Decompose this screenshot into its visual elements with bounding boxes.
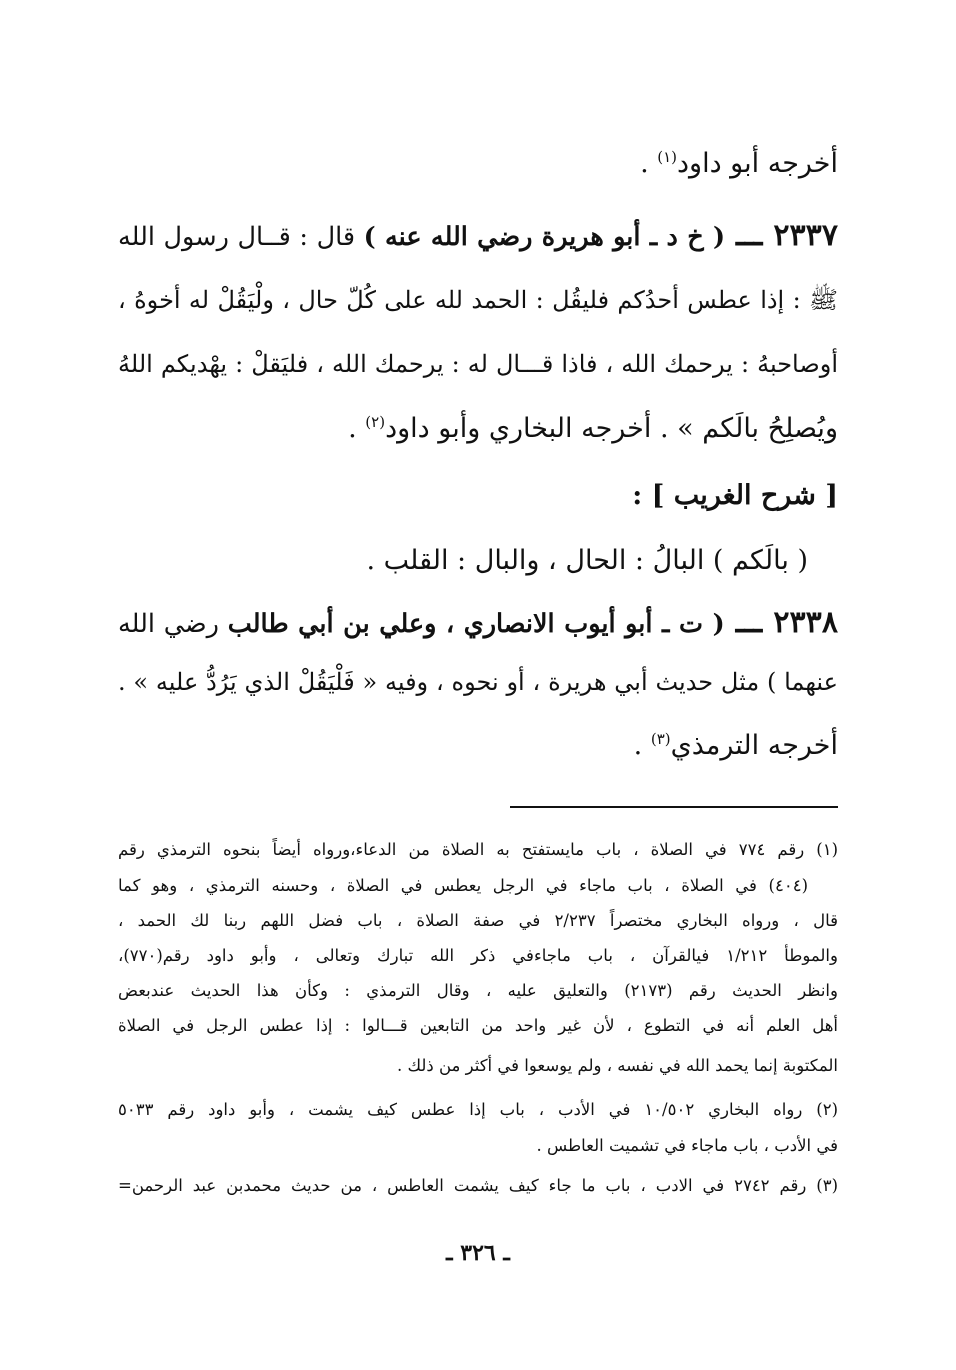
- dash: ـــ: [725, 218, 774, 253]
- text: ويُصلِحُ بالَكم » . أخرجه البخاري وأبو داود: [385, 413, 838, 444]
- footnote-ref-1: (١): [657, 148, 678, 166]
- footnote-1-line-2: [118, 876, 808, 895]
- text-line-1: [118, 148, 838, 179]
- footnote-1-line-4: [118, 946, 838, 965]
- hadith-number: ٢٣٣٨: [773, 605, 838, 640]
- footnote-1-line-1: [118, 840, 838, 859]
- hadith-number: ٢٣٣٧: [773, 218, 838, 253]
- text-end: .: [633, 730, 651, 761]
- text: أوصاحبهُ : يرحمك الله ، فاذا قـــال له : يرحمك الله ، فليَقلْ : يهْديكم اللهُ: [118, 350, 838, 378]
- text-line-9: [118, 668, 838, 696]
- text: عنهما ) مثل حديث أبي هريرة ، أو نحوه ، وفيه « فَلْيَقُلْ الذي يَرُدُّ عليه » .: [118, 668, 838, 696]
- dash: ـــ: [724, 605, 774, 640]
- text: أخرجه الترمذي: [670, 730, 838, 761]
- text: (٢) رواه البخاري ١٠/٥٠٢ في الأدب ، باب إذا عطس كيف يشمت ، وأبو داود رقم ٥٠٣٣: [118, 1100, 838, 1119]
- hadith-source: ( خ د ـ أبو هريرة رضي الله عنه ): [363, 222, 726, 252]
- footnote-ref-3: (٣): [650, 730, 671, 748]
- gharib-explanation: [118, 545, 808, 576]
- page-number: ـ ٣٢٦ ـ: [446, 1240, 510, 1266]
- text-line-10: [118, 730, 838, 761]
- section-heading-gharib: [118, 480, 838, 511]
- text-end: .: [640, 148, 658, 179]
- footnote-2-line-1: [118, 1100, 838, 1119]
- text: (١) رقم ٧٧٤ في الصلاة ، باب مايستفتح به الصلاة من الدعاء،ورواه أيضاً بنحوه الترمذي رقم: [118, 840, 838, 859]
- text: المكتوبة إنما يحمد الله في نفسه ، ولم يوسعوا في أكثر من ذلك .: [396, 1056, 838, 1075]
- text: قال : قــال رسول الله: [118, 222, 364, 252]
- hadith-2337-heading: [118, 218, 838, 253]
- text: ﷺ : إذا عطس أحدُكم فليقُل : الحمد لله على كُلّ حال ، ولْيَقُلْ له أخوهُ ،: [118, 286, 838, 314]
- text: والموطأ ١/٢١٢ فيالقرآن ، باب ماجاءفي ذكر الله تبارك وتعالى ، وأبو داود رقم(٧٧٠)،: [118, 946, 838, 965]
- footnote-1-line-3: [118, 911, 838, 930]
- hadith-2338-heading: [118, 605, 838, 640]
- text: (٣) رقم ٢٧٤٢ في الادب ، باب ما جاء كيف يشمت العاطس ، من حديث محمدبن عبد الرحمن=: [118, 1176, 838, 1195]
- text-end: .: [348, 413, 366, 444]
- footnote-separator: [510, 806, 838, 808]
- footnote-1-line-6: [118, 1016, 838, 1035]
- text: قال ، ورواه البخاري مختصراً ٢/٢٣٧ في صفة الصلاة ، باب فضل اللهم ربنا لك الحمد ،: [118, 911, 839, 930]
- footnote-1-line-7: [118, 1056, 838, 1075]
- text: رضي الله: [118, 609, 228, 639]
- text: ( بالَكم ) البالُ : الحال ، والبال : القلب .: [366, 545, 808, 576]
- footnote-2-line-2: [118, 1136, 838, 1155]
- text-line-5: [118, 413, 838, 444]
- text: وانظر الحديث رقم (٢١٧٣) والتعليق عليه ، وقال الترمذي : وكأن هذا الحديث عندبعض: [118, 981, 838, 1000]
- footnote-3-line-1: [118, 1176, 838, 1195]
- hadith-source: ( ت ـ أبو أيوب الانصاري ، وعلي بن أبي طالب: [227, 609, 725, 639]
- footnote-1-line-5: [118, 981, 838, 1000]
- text: (٤٠٤) في الصلاة ، باب ماجاء في الرجل يعطس في الصلاة ، وحسنه الترمذي ، وهو كما: [118, 876, 808, 895]
- text: أخرجه أبو داود: [677, 148, 838, 179]
- text-line-3: [118, 285, 838, 320]
- text: أهل العلم أنه في التطوع ، لأن غير واحد من التابعين قـــالوا : إذا عطس الرجل في الصلاة: [118, 1016, 838, 1035]
- text-line-4: [118, 350, 838, 378]
- text: في الأدب ، باب ماجاء في تشميت العاطس .: [536, 1136, 838, 1155]
- footnote-ref-2: (٢): [365, 413, 386, 431]
- text: [ شرح الغريب ] :: [632, 480, 838, 511]
